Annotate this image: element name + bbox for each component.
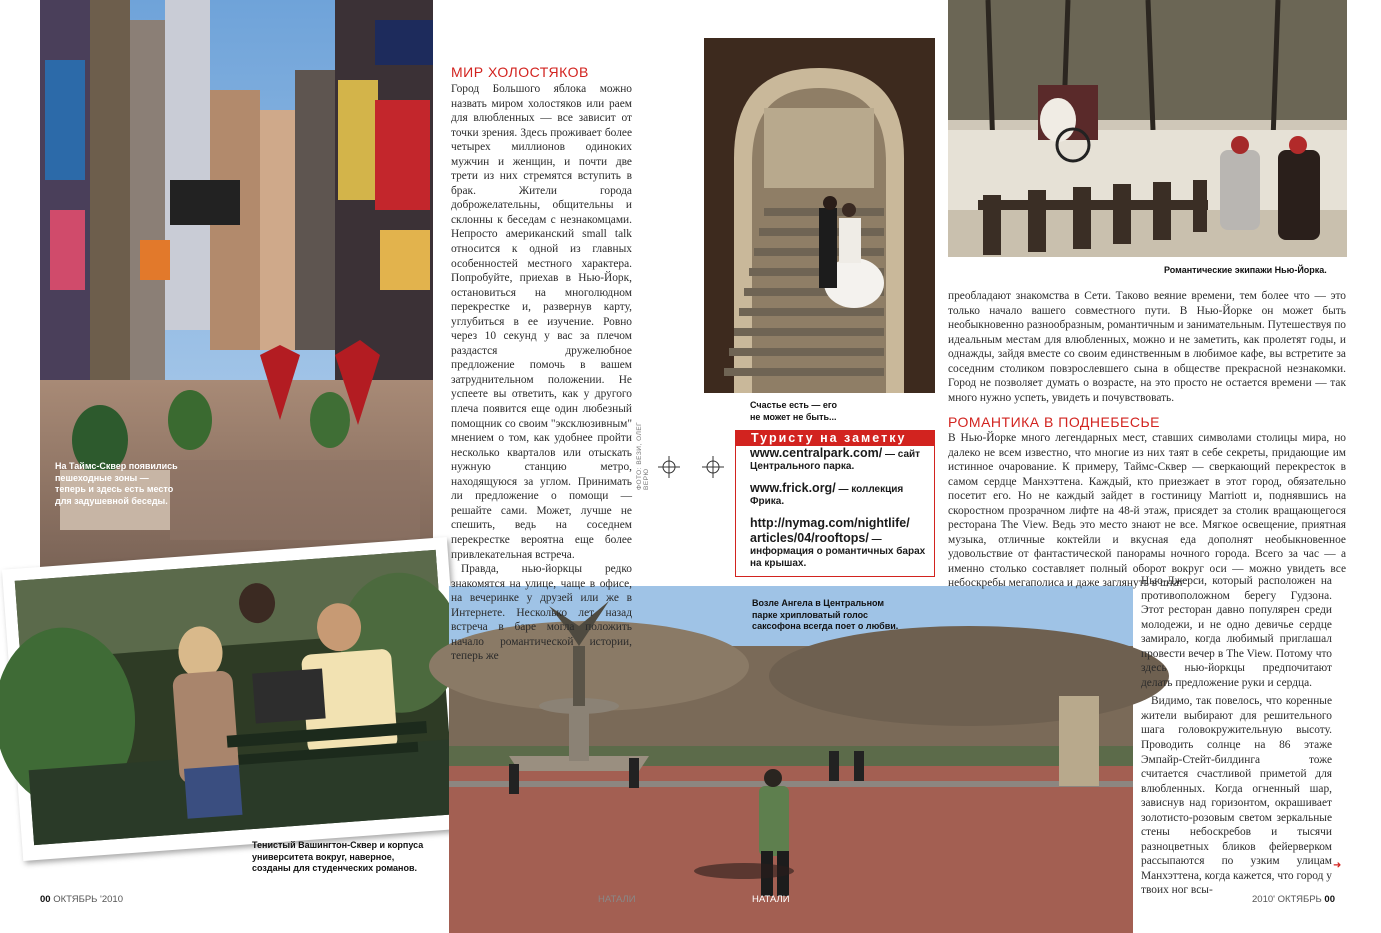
tip-description: — сайт Центрального парка. bbox=[750, 449, 921, 472]
article-paragraph: Правда, нью-йоркцы редко знакомятся на улице, чаще в офисе, на вечеринке у друзей или же в Интернете. Несколько лет назад встреча в баре могла положить начало романтической истории, теперь же bbox=[451, 563, 632, 663]
footer-right bbox=[1252, 894, 1335, 905]
tourist-tip-box bbox=[735, 430, 935, 577]
article-column-1 bbox=[451, 82, 632, 663]
tip-link[interactable]: http://nymag.com/nightlife/ articles/04/rooftops/ bbox=[750, 516, 910, 545]
tip-description: — коллекция Фрика. bbox=[750, 484, 904, 507]
section-heading-bachelors: МИР ХОЛОСТЯКОВ bbox=[451, 64, 589, 80]
tip-item bbox=[750, 481, 928, 508]
article-paragraph: Город Большого яблока можно назвать миром холостяков или раем для влюбленных — все зависит от точки зрения. Здесь проживает более четырех миллионов одиноких мужчин и женщин, и почти две трети из них стремятся вступить в брак. Жители города доброжелательны, общительны и склонны к беседам с незнакомцами. Непросто американский small talk относится к одной из главных особенностей местного характера. Попробуйте, приехав в Нью-Йорк, остановиться на многолюдном перекрестке и, развернув карту, углубиться в ее изучение. Ровно через 10 секунд у вас за плечом раздастся дружелюбное предложение помочь в вашем затруднительном положении. Не успеете вы ответить, как у другого плеча появится еще один любезный помощник со своим "эксклюзивным" мнением о том, как удобнее пройти несколько кварталов или отыскать нужную станцию метро, находящуюся за углом. Принимать ли предложение о помощи — решайте сами. Может, лучше не спешить, ведь на соседнем перекрестке вероятна еще более привлекательная встреча. bbox=[451, 83, 632, 561]
article-paragraph: Видимо, так повелось, что коренные жители выбирают для решительного шага головокружительную высоту. Проводить солнце на 86 этаже Эмпайр-Стейт-билдинга тоже считается счастливой приметой для влюбленных. Когда огненный шар, зависнув над горизонтом, окрашивает золотисто-розовым светом зеркальные стены небоскребов и тысячи разноцветных бликов фейерверком рассыпаются по узким улицам Манхэттена, когда кажется, что город у твоих ног всы- bbox=[1141, 695, 1332, 897]
page-number: 00 bbox=[40, 894, 51, 905]
registration-mark-icon bbox=[702, 456, 724, 478]
section-heading-sky-romance: РОМАНТИКА В ПОДНЕБЕСЬЕ bbox=[948, 414, 1160, 430]
footer-magazine-left: НАТАЛИ bbox=[598, 894, 636, 905]
tip-box-title: Туристу на заметку bbox=[736, 431, 934, 446]
article-right-mid: В Нью-Йорке много легендарных мест, ставших символами столицы мира, но далеко не всем известно, что многие из них таят в себе секреты, придающие им истинное очарование. К примеру, Таймс-Сквер — сверкающий перекресток в самом сердце Манхэттена. Каждый, кто приезжает в этот город, обязательно посетит его. Но не каждый зайдет в гостиницу Marriott и, поднявшись на скоростном прозрачном лифте на 48-й этаж, присядет за столик вращающегося ресторана The View. Ведь это место знают не все. Мягкое освещение, приятная музыка, отличные коктейли и вкусная еда дополнят необыкновенное удовольствие от фантастической панорамы ночного города. Всего за час — а именно столько составляет полный оборот вокруг оси — можно увидеть все небоскребы мегаполиса и даже заглянуть в штат bbox=[948, 432, 1346, 590]
carriage-caption: Романтические экипажи Нью-Йорка. bbox=[1164, 265, 1327, 275]
footer-magazine-right: НАТАЛИ bbox=[752, 894, 790, 905]
footer-date: 2010' ОКТЯБРЬ bbox=[1252, 894, 1322, 905]
angel-caption: Возле Ангела в Центральном парке хрипловатый голос саксофона всегда поет о любви. bbox=[752, 598, 899, 631]
registration-mark-icon bbox=[658, 456, 680, 478]
footer-left bbox=[40, 894, 123, 905]
article-paragraph: Нью-Джерси, который расположен на противоположном берегу Гудзона. Этот ресторан давно популярен среди молодежи, и не одно девичье сердце замирало, когда любимый приглашал провести вечер в The View. Потому что здесь нью-йоркцы предпочитают делать предложение руки и сердца. bbox=[1141, 575, 1332, 689]
tip-item bbox=[750, 516, 928, 570]
washington-square-photo-frame bbox=[2, 537, 468, 861]
tip-description: — информация о романтичных барах на крышах. bbox=[750, 534, 926, 569]
photo-credit: ФОТО: ВЕЗИ, ОЛЕГ ВЕРЮ bbox=[636, 421, 650, 490]
tip-link[interactable]: www.frick.org/ bbox=[750, 481, 836, 495]
times-square-caption: На Таймс-Сквер появились пешеходные зоны — теперь и здесь есть место для задушевной беседы. bbox=[55, 461, 178, 506]
washington-square-photo bbox=[15, 550, 455, 845]
washington-square-caption: Тенистый Вашингтон-Сквер и корпуса университета вокруг, наверное, созданы для студенческих романов. bbox=[252, 840, 424, 873]
tip-item bbox=[750, 446, 928, 473]
carriage-photo bbox=[948, 0, 1347, 257]
continue-arrow-icon: ➜ bbox=[1333, 860, 1342, 871]
page-number: 00 bbox=[1324, 894, 1335, 905]
article-right-narrow bbox=[1141, 574, 1332, 897]
footer-date: ОКТЯБРЬ '2010 bbox=[53, 894, 123, 905]
tip-link[interactable]: www.centralpark.com/ bbox=[750, 446, 883, 460]
wedding-caption: Счастье есть — его не может не быть... bbox=[750, 400, 838, 422]
article-right-top: преобладают знакомства в Сети. Таково веяние времени, тем более что — это только начало вашего совместного пути. В Нью-Йорке он может быть необыкновенно разнообразным, романтичным и занимательным. Путешествуя по идеальным местам для влюбленных, можно и не заметить, как пролетят годы, и однажды, зайдя вместе со своим единственным в любимое кафе, вы встретите за соседним столиком повзрослевшего сына в обществе прекрасной незнакомки. Город не позволяет думать о возрасте, на это просто не остается времени — так много нужно успеть, увидеть и почувствовать. bbox=[948, 290, 1346, 404]
wedding-arch-photo bbox=[704, 38, 935, 393]
